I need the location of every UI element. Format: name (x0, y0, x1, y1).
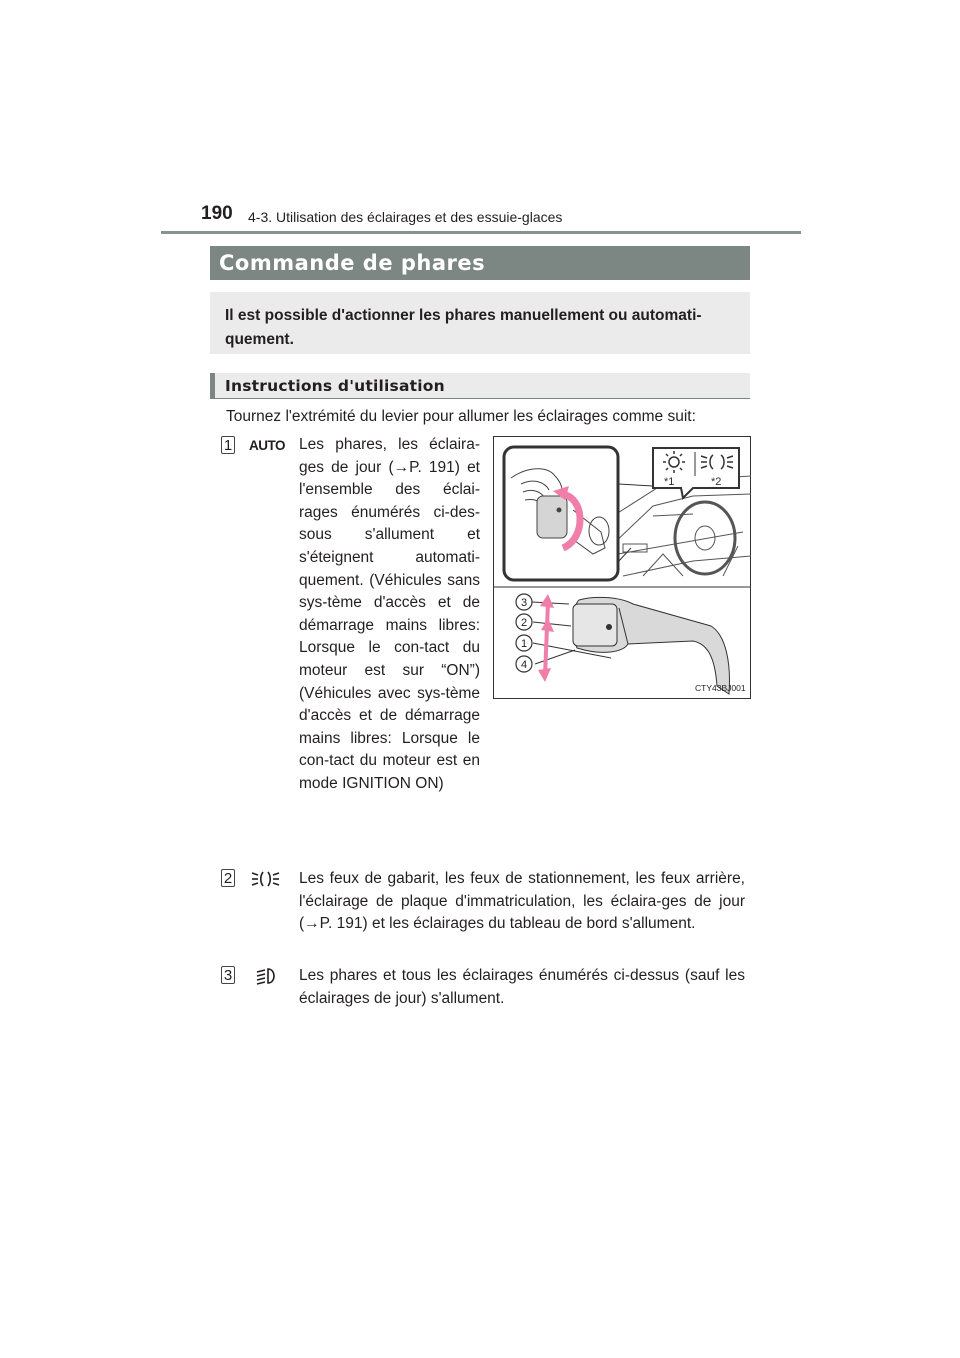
intro-box (210, 292, 750, 354)
callout-4: 4 (520, 659, 528, 671)
figure-code: CTY43BJ001 (695, 683, 746, 693)
note-2: *2 (711, 476, 722, 488)
step-number-1: 1 (221, 436, 235, 454)
tail-lights-svg (251, 869, 281, 889)
callout-1: 1 (520, 638, 528, 650)
callout-3: 3 (520, 597, 528, 609)
auto-icon: AUTO (249, 438, 286, 453)
page-number: 190 (201, 203, 233, 224)
headlight-icon (255, 966, 279, 991)
header-rule (161, 231, 801, 234)
step-number-2: 2 (221, 869, 235, 887)
item-2-text: Les feux de gabarit, les feux de stationnement, les feux arrière, l'éclairage de plaque d'immatriculation, les éclaira-ges de jour (→P. 191) et les éclairages du tableau de bord s'allument. (299, 870, 745, 933)
callout-2: 2 (520, 617, 528, 629)
note-1: *1 (664, 476, 675, 488)
step-number-3: 3 (221, 966, 235, 984)
item-3-text: Les phares et tous les éclairages énumérés ci-dessus (sauf les éclairages de jour) s'allument. (299, 967, 745, 1007)
figure-illustration (493, 436, 751, 699)
intro-text: Il est possible d'actionner les phares manuellement ou automati-quement. (225, 307, 702, 348)
item-1-text: Les phares, les éclaira-ges de jour (→P. 191) et l'ensemble des éclai-rages énumérés ci-des-sous s'allument et s'éteignent automati-quement. (Véhicules sans sys-tème d'accès et de démarrage mains libres: Lorsque le con-tact du moteur est sur “ON”) (Véhicules avec sys-tème d'accès et de démarrage mains libres: Lorsque le con-tact du moteur est en mode IGNITION ON) (299, 436, 480, 792)
section-header: 4-3. Utilisation des éclairages et des essuie-glaces (248, 209, 563, 225)
tail-lights-icon (251, 869, 281, 894)
instructions-heading (210, 373, 750, 399)
page-title: Commande de phares (210, 246, 750, 280)
headlight-switch-figure (493, 436, 751, 699)
headlight-svg (255, 966, 279, 986)
instructions-heading-label: Instructions d'utilisation (225, 377, 445, 395)
lead-text: Tournez l'extrémité du levier pour allumer les éclairages comme suit: (226, 408, 696, 425)
